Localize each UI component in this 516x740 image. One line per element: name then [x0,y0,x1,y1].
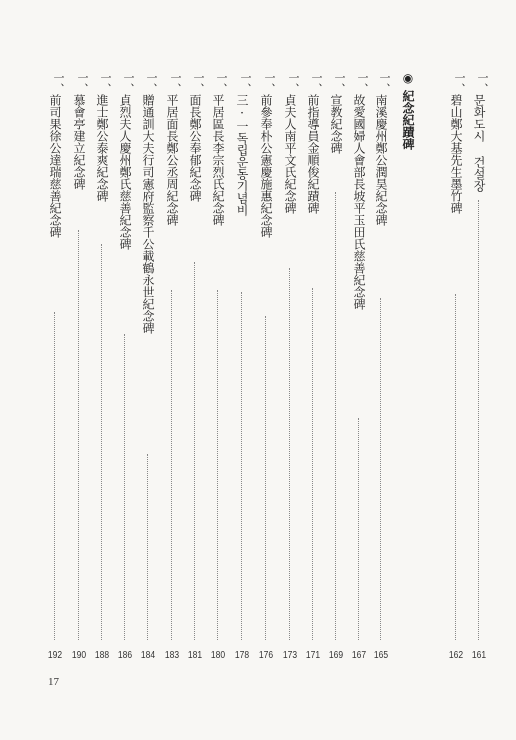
dot-leader [241,292,242,640]
toc-entry [372,72,390,672]
entry-title: 贈通訓大夫行司憲府監察千公載鶴永世紀念碑 [141,94,155,334]
entry-title: 碧山鄭大基先生墨竹碑 [449,94,463,214]
entry-page-number: 183 [164,650,180,661]
entry-page-number: 184 [140,650,156,661]
entry-title: 慕會亭建立紀念碑 [72,94,86,190]
entry-bullet: 一、 [453,72,466,94]
entry-title: 貞烈夫人慶州鄭氏慈善紀念碑 [118,94,132,250]
dot-leader [265,316,266,640]
entry-title: 貞夫人南平文氏紀念碑 [283,94,297,214]
entry-title: 宣教紀念碑 [329,94,343,154]
toc-entry [327,72,345,672]
entry-page-number: 167 [351,650,367,661]
entry-page-number: 161 [471,650,487,661]
entry-title: 面長鄭公奉郁紀念碑 [188,94,202,202]
toc-entry [470,72,488,672]
toc-entry [350,72,368,672]
entry-bullet: 一、 [239,72,252,94]
entry-bullet: 一、 [310,72,323,94]
dot-leader [478,200,479,640]
toc-entry [70,72,88,672]
dot-leader [194,262,195,640]
toc-entry [46,72,64,672]
entry-title: 進士鄭公泰爽紀念碑 [95,94,109,202]
entry-title: 平居面長鄭公丞周紀念碑 [165,94,179,226]
dot-leader [54,312,55,640]
entry-title: 문화도시 건설장 [472,94,486,192]
entry-page-number: 171 [305,650,321,661]
toc-entry [233,72,251,672]
entry-title: 南溪慶州鄭公潤昊紀念碑 [374,94,388,226]
toc-entry [304,72,322,672]
entry-title: 前參奉朴公憲慶施惠紀念碑 [259,94,273,238]
entry-bullet: 一、 [215,72,228,94]
dot-leader [147,454,148,640]
entry-page-number: 178 [234,650,250,661]
entry-bullet: 一、 [76,72,89,94]
dot-leader [335,192,336,640]
entry-page-number: 192 [47,650,63,661]
toc-entry [139,72,157,672]
entry-page-number: 186 [117,650,133,661]
entry-title: 前指導員金順俊紀蹟碑 [306,94,320,214]
entry-bullet: 一、 [287,72,300,94]
section-heading [399,72,417,672]
entry-bullet: 一、 [52,72,65,94]
dot-leader [217,290,218,640]
dot-leader [358,418,359,640]
entry-bullet: 一、 [192,72,205,94]
dot-leader [455,294,456,640]
toc-entry [186,72,204,672]
entry-bullet: 一、 [145,72,158,94]
toc-entry [447,72,465,672]
toc-entry [163,72,181,672]
entry-page-number: 165 [373,650,389,661]
entry-bullet: 一、 [99,72,112,94]
dot-leader [124,334,125,640]
dot-leader [289,268,290,640]
entry-bullet: 一、 [356,72,369,94]
dot-leader [312,288,313,640]
entry-bullet: 一、 [333,72,346,94]
toc-entry [209,72,227,672]
entry-page-number: 176 [258,650,274,661]
entry-page-number: 173 [282,650,298,661]
toc-entry [281,72,299,672]
entry-title: 平居區長李宗烈氏紀念碑 [211,94,225,226]
entry-bullet: 一、 [169,72,182,94]
toc-entry [93,72,111,672]
dot-leader [171,290,172,640]
entry-title: 故愛國婦人會部長坡平玉田氏慈善紀念碑 [352,94,366,310]
entry-bullet: 一、 [263,72,276,94]
section-title: 紀念紀蹟碑 [401,90,415,150]
dot-leader [101,244,102,640]
section-bullet-icon: ◉ [402,71,414,85]
page-folio-number: 17 [48,676,59,688]
entry-bullet: 一、 [476,72,489,94]
entry-page-number: 188 [94,650,110,661]
entry-page-number: 190 [71,650,87,661]
entry-title: 三·一독립운동기념비 [235,94,249,216]
entry-title: 前司果徐公達瑞慈善紀念碑 [48,94,62,238]
entry-page-number: 181 [187,650,203,661]
entry-page-number: 180 [210,650,226,661]
entry-page-number: 162 [448,650,464,661]
toc-entry [116,72,134,672]
entry-page-number: 169 [328,650,344,661]
entry-bullet: 一、 [122,72,135,94]
toc-entry [257,72,275,672]
dot-leader [380,298,381,640]
entry-bullet: 一、 [378,72,391,94]
dot-leader [78,230,79,640]
